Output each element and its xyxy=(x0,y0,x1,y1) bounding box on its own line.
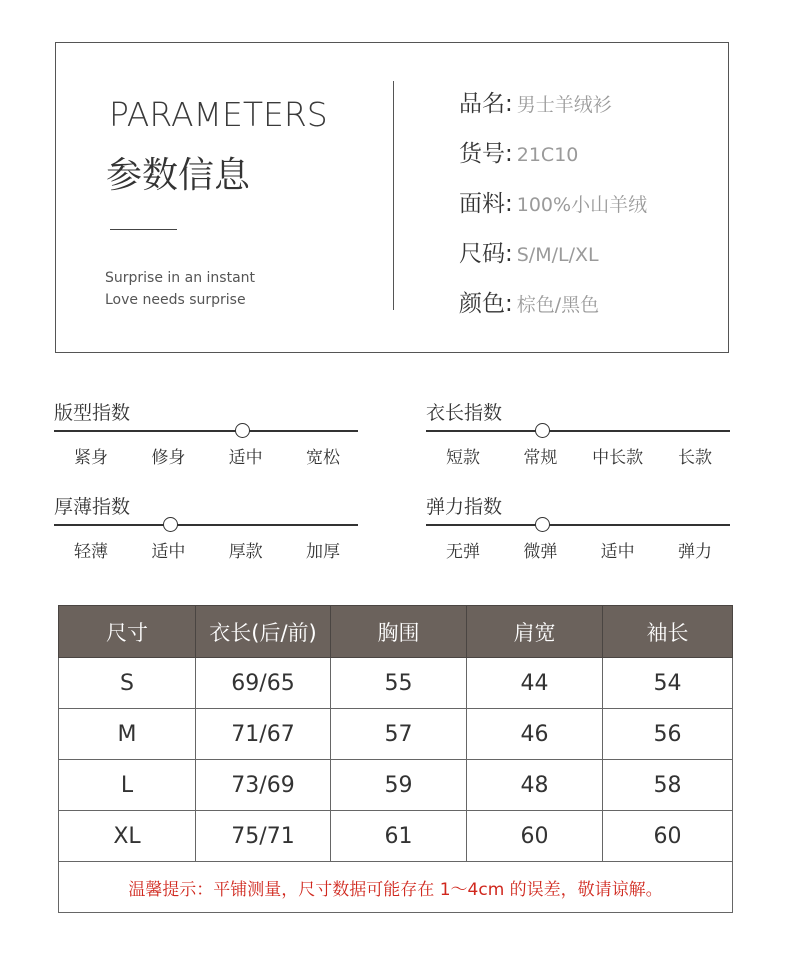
index-track xyxy=(426,524,730,526)
table-cell: L xyxy=(59,760,196,811)
title-underline xyxy=(110,229,177,230)
index-option: 短款 xyxy=(446,448,480,468)
spec-label: 品名: xyxy=(459,91,513,117)
table-row xyxy=(59,709,733,760)
table-cell: 60 xyxy=(603,811,733,862)
index-options xyxy=(59,443,355,468)
index-option: 中长款 xyxy=(592,448,644,468)
index-option: 修身 xyxy=(151,448,186,468)
table-cell: 44 xyxy=(467,658,603,709)
spec-value: S/M/L/XL xyxy=(516,244,599,266)
index-option: 厚款 xyxy=(228,542,263,562)
index-option: 紧身 xyxy=(74,448,108,468)
spec-item-number xyxy=(459,135,578,168)
tagline-1: Surprise in an instant xyxy=(105,270,256,286)
index-option: 加厚 xyxy=(305,542,340,562)
spec-label: 货号: xyxy=(459,141,513,167)
index-track xyxy=(426,430,730,432)
table-cell: 69/65 xyxy=(196,658,331,709)
vertical-divider xyxy=(393,81,394,310)
index-marker xyxy=(535,517,550,532)
index-option: 弹力 xyxy=(677,542,712,562)
index-options xyxy=(59,537,355,562)
table-cell: 75/71 xyxy=(196,811,331,862)
index-option: 长款 xyxy=(677,448,712,468)
table-cell: 54 xyxy=(603,658,733,709)
table-cell: 58 xyxy=(603,760,733,811)
parameters-panel xyxy=(55,42,729,353)
index-title: 版型指数 xyxy=(54,402,131,424)
table-cell: 61 xyxy=(331,811,467,862)
table-cell: 57 xyxy=(331,709,467,760)
table-cell: 60 xyxy=(467,811,603,862)
table-cell: 73/69 xyxy=(196,760,331,811)
index-option: 适中 xyxy=(600,542,635,562)
size-table xyxy=(58,605,733,913)
parameters-title-en: PARAMETERS xyxy=(109,95,328,134)
index-option: 常规 xyxy=(523,448,558,468)
index-title: 弹力指数 xyxy=(426,496,503,518)
index-option: 宽松 xyxy=(305,448,340,468)
spec-fabric xyxy=(459,185,647,218)
spec-sizes xyxy=(459,235,599,268)
tagline-2: Love needs surprise xyxy=(105,292,246,308)
table-cell: 48 xyxy=(467,760,603,811)
table-header-row xyxy=(59,606,733,658)
index-option: 适中 xyxy=(151,542,186,562)
table-cell: M xyxy=(59,709,196,760)
index-track xyxy=(54,430,358,432)
index-option: 无弹 xyxy=(446,542,480,562)
length-index xyxy=(426,398,730,468)
table-cell: 46 xyxy=(467,709,603,760)
table-note-row xyxy=(59,862,733,913)
measurement-note: 温馨提示：平铺测量，尺寸数据可能存在 1～4cm 的误差，敬请谅解。 xyxy=(59,862,733,913)
parameters-title-cn: 参数信息 xyxy=(106,155,251,196)
table-row xyxy=(59,658,733,709)
index-marker xyxy=(235,423,250,438)
index-options xyxy=(431,537,727,562)
spec-colors xyxy=(459,285,599,318)
elasticity-index xyxy=(426,492,730,562)
header-chest: 胸围 xyxy=(331,606,467,658)
table-cell: XL xyxy=(59,811,196,862)
table-cell: S xyxy=(59,658,196,709)
index-marker xyxy=(163,517,178,532)
index-title: 厚薄指数 xyxy=(54,496,131,518)
index-option: 微弹 xyxy=(523,542,558,562)
spec-value: 棕色/黑色 xyxy=(516,294,600,316)
table-cell: 71/67 xyxy=(196,709,331,760)
index-marker xyxy=(535,423,550,438)
spec-label: 颜色: xyxy=(459,291,513,317)
index-option: 适中 xyxy=(228,448,263,468)
index-title: 衣长指数 xyxy=(426,402,503,424)
header-length: 衣长(后/前) xyxy=(196,606,331,658)
header-sleeve: 袖长 xyxy=(603,606,733,658)
index-options xyxy=(431,443,727,468)
spec-label: 尺码: xyxy=(459,241,513,267)
table-row xyxy=(59,811,733,862)
spec-value: 100%小山羊绒 xyxy=(516,194,648,216)
table-cell: 59 xyxy=(331,760,467,811)
header-size: 尺寸 xyxy=(59,606,196,658)
table-cell: 55 xyxy=(331,658,467,709)
spec-value: 21C10 xyxy=(516,144,579,166)
header-shoulder: 肩宽 xyxy=(467,606,603,658)
fit-index xyxy=(54,398,358,468)
index-option: 轻薄 xyxy=(74,542,108,562)
spec-label: 面料: xyxy=(459,191,513,217)
thickness-index xyxy=(54,492,358,562)
index-track xyxy=(54,524,358,526)
spec-product-name xyxy=(459,85,612,118)
spec-value: 男士羊绒衫 xyxy=(516,94,612,116)
table-row xyxy=(59,760,733,811)
table-cell: 56 xyxy=(603,709,733,760)
